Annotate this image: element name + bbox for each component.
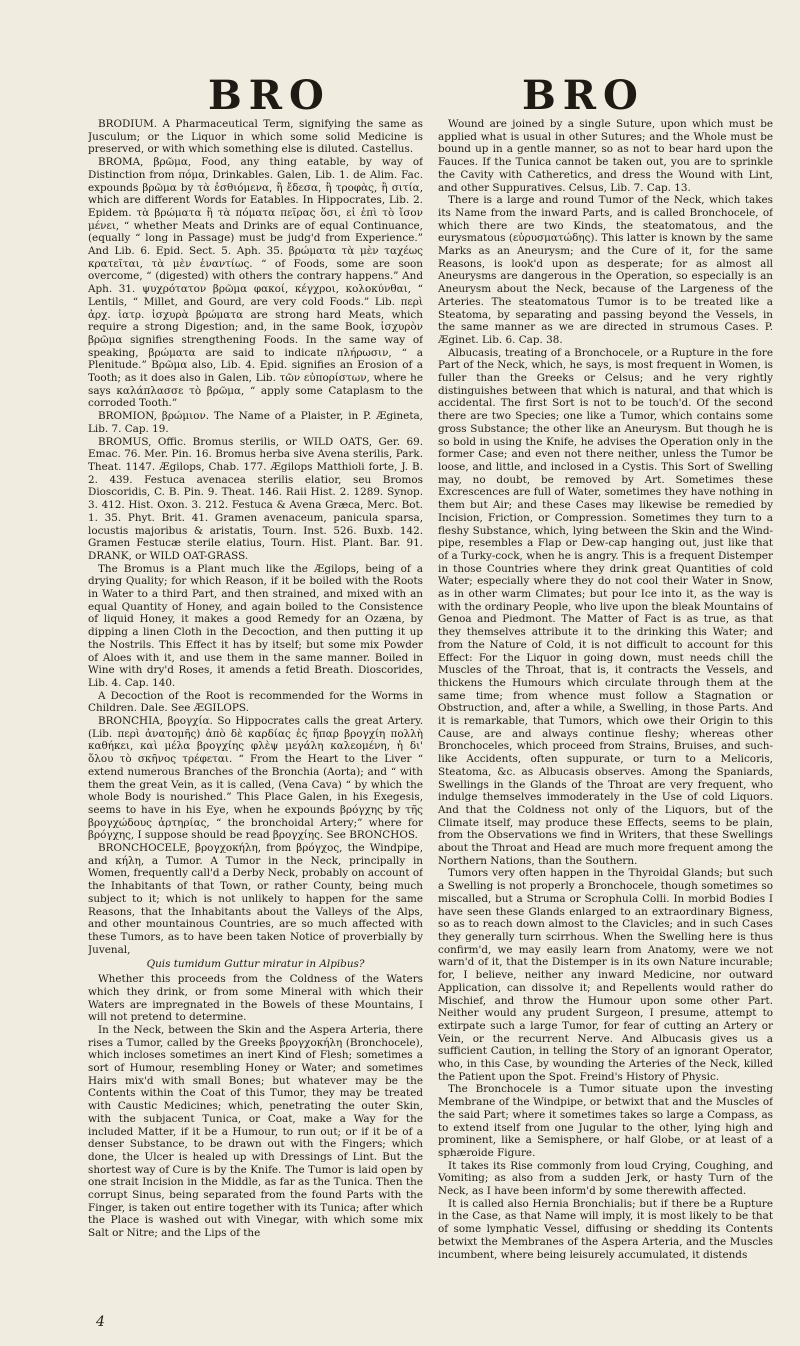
running-header bbox=[0, 72, 800, 122]
right-column bbox=[438, 118, 773, 1323]
paragraph-bronchocele: BRONCHOCELE, βρογχοκήλη, from βρόγχος, the Windpipe, and κήλη, a Tumor. A Tumor in the Neck, principally in Women, frequently call'd a Derby Neck, probably on account of the Inhabitants of that Town, or rather County, being much subject to it; which is not unlikely to happen for the same Reasons, that the Inhabitants about the Valleys of the Alps, and other mountainous Countries, are so much affected with these Tumors, as to have been taken Notice of proverbially by Juvenal, bbox=[88, 842, 423, 956]
paragraph-thyroidal: Tumors very often happen in the Thyroidal Glands; but such a Swelling is not properly a Bronchocele, though sometimes so miscalled, but a Struma or Scrophula Colli. In morbid Bodies I have seen these Glands enlarged to an extraordinary Bigness, so as to reach down almost to the Clavicles; and in such Cases they generally turn scirrhous. When the Swelling here is thus confirm'd, we may easily learn from Anatomy, were we not warn'd of it, that the Distemper is in its own Nature incurable; for, I believe, neither any inward Medicine, nor outward Application, can dissolve it; and Repellents would rather do Mischief, and throw the Humour upon some other Part. Neither would any prudent Surgeon, I presume, attempt to extirpate such a large Tumor, for fear of cutting an Artery or Vein, or the recurrent Nerve. And Albucasis gives us a sufficient Caution, in telling the Story of an ignorant Operator, who, in this Case, by wounding the Arteries of the Neck, killed the Patient upon the Spot. Freind's History of Physic. bbox=[438, 867, 773, 1083]
paragraph-waters: Whether this proceeds from the Coldness of the Waters which they drink, or from some Mineral with which their Waters are impregnated in the Bowels of these Mountains, I will not pretend to determine. bbox=[88, 973, 423, 1024]
paragraph-brodium: BRODIUM. A Pharmaceutical Term, signifying the same as Jusculum; or the Liquor in which some solid Medicine is preserved, or with which something else is diluted. Castellus. bbox=[88, 118, 423, 156]
verse-juvenal: Quis tumidum Guttur miratur in Alpibus? bbox=[146, 958, 365, 971]
paragraph-wound: Wound are joined by a single Suture, upon which must be applied what is usual in other Sutures; and the Whole must be bound up in a gentle manner, so as not to bear hard upon the Fauces. If the Tunica cannot be taken out, you are to sprinkle the Cavity with Catheretics, and dress the Wound with Lint, and other Suppuratives. Celsus, Lib. 7. Cap. 13. bbox=[438, 118, 773, 194]
paragraph-hernia: It is called also Hernia Bronchialis; but if there be a Rupture in the Case, as that Name will imply, it is most likely to be that of some lymphatic Vessel, diffusing or shedding its Contents betwixt the Membranes of the Aspera Arteria, and the Muscles incumbent, where being leisurely accumulated, it distends bbox=[438, 1197, 773, 1261]
paragraph-decoction: A Decoction of the Root is recommended for the Worms in Children. Dale. See ÆGILOPS. bbox=[88, 689, 423, 715]
paragraph-bromus-use: The Bromus is a Plant much like the Ægilops, being of a drying Quality; for which Reason, if it be boiled with the Roots in Water to a third Part, and then strained, and mixed with an equal Quantity of Honey, and again boiled to the Consistence of liquid Honey, it makes a good Remedy for an Ozæna, by dipping a linen Cloth in the Decoction, and then putting it up the Nostrils. This Effect it has by itself; but some mix Powder of Aloes with it, and use them in the same manner. Boiled in Wine with dry'd Roses, it amends a fetid Breath. Dioscorides, Lib. 4. Cap. 140. bbox=[88, 562, 423, 689]
header-left: BRO bbox=[208, 72, 331, 119]
paragraph-bronchia: BRONCHIA, βρογχία. So Hippocrates calls the great Artery. (Lib. περὶ ἀνατομῆς) ἀπὸ δὲ καρδίας ἐς ἥπαρ βρογχίη πολλὴ καθήκει, καὶ μέλα βρογχίης φλὲψ μεγάλη καλεομένη, ἡ δι' ὅλου τὸ σκῆνος τρέφεται. “ From the Heart to the Liver “ extend numerous Branches of the Bronchia (Aorta); and “ with them the great Vein, as it is called, (Vena Cava) “ by which the whole Body is nourished.” This Place Galen, in his Exegesis, seems to have in his Eye, when he expounds βρόγχης by τῆς βρογχώδους ἀρτηρίας, “ the bronchoidal Artery;” where for βρόγχης, I suppose should be read βρογχίης. See BRONCHOS. bbox=[88, 715, 423, 842]
header-right: BRO bbox=[522, 72, 645, 119]
paragraph-broma: BROMA, βρῶμα, Food, any thing eatable, by way of Distinction from πόμα, Drinkables. Galen, Lib. 1. de Alim. Fac. expounds βρῶμα by τὰ ἐσθιόμενα, ἢ ἔδεσα, ἢ τροφὰς, ἢ σιτία, which are different Words for Eatables. In Hippocrates, Lib. 2. Epidem. τὰ βρώματα ἢ τὰ πόματα πεῖρας ὅσι, εἰ ἐπὶ τὸ ἴσον μένει, “ whether Meats and Drinks are of equal Continuance, (equally “ long in Passage) must be judg'd from Experience.” And Lib. 6. Epid. Sect. 5. Aph. 35. βρώματα τὰ μὲν ταχέως κρατεῖται, τὰ μὲν ἐναντίως. “ of Foods, some are soon overcome, “ (digested) with others the contrary happens.” And Aph. 31. ψυχρότατον βρῶμα φακοί, κέγχροι, κολοκύνθαι, “ Lentils, “ Millet, and Gourd, are very cold Foods.” Lib. περὶ ἀρχ. ἰατρ. ἰσχυρὰ βρώματα are strong hard Meats, which require a strong Digestion; and, in the same Book, ἰσχυρὸν βρῶμα signifies strengthening Foods. In the same way of speaking, βρώματα are said to indicate πλήρωσιν, “ a Plenitude.” Βρῶμα also, Lib. 4. Epid. signifies an Erosion of a Tooth; as it does also in Galen, Lib. τῶν εὐπορίστων, where he says καλάπλασσε τὸ βρῶμα, “ apply some Cataplasm to the corroded Tooth.” bbox=[88, 156, 423, 410]
paragraph-rise: It takes its Rise commonly from loud Crying, Coughing, and Vomiting; as also from a sudden Jerk, or hasty Turn of the Neck, as I have been inform'd by some therewith affected. bbox=[438, 1159, 773, 1198]
paragraph-neck-tumor: In the Neck, between the Skin and the Aspera Arteria, there rises a Tumor, called by the Greeks βρογχοκήλη (Bronchocele), which incloses sometimes an inert Kind of Flesh; sometimes a sort of Humour, resembling Honey or Water; and sometimes Hairs mix'd with small Bones; but whatever may be the Contents within the Coat of this Tumor, they may be treated with Caustic Medicines; which, penetrating the outer Skin, with the subjacent Tunica, or Coat, make a Way for the included Matter, if it be a Humour, to run out; or if it be of a denser Substance, to be drawn out with the Fingers; which done, the Ulcer is healed up with Dressings of Lint. But the shortest way of Cure is by the Knife. The Tumor is laid open by one strait Incision in the Middle, as far as the Tunica. Then the corrupt Sinus, being separated from the found Parts with the Finger, is taken out entire together with its Tunica; after which the Place is washed out with Vinegar, with which some mix Salt or Nitre; and the Lips of the bbox=[88, 1023, 423, 1240]
paragraph-large-tumor: There is a large and round Tumor of the Neck, which takes its Name from the inward Parts, and is called Bronchocele, of which there are two Kinds, the steatomatous, and the eurysmatous (εὐρυσματώδης). This latter is known by the same Marks as an Aneurysm; and the Cure of it, for the same Reasons, is look'd upon as desperate; for as almost all Aneurysms are dangerous in the Operation, so especially is an Aneurysm about the Neck, because of the Largeness of the Arteries. The steatomatous Tumor is to be treated like a Steatoma, by separating and passing beyond the Vessels, in the same manner as we are directed in strumous Cases. P. Æginet. Lib. 6. Cap. 38. bbox=[438, 194, 773, 346]
paragraph-bromion: BROMION, βρώμιον. The Name of a Plaister, in P. Ægineta, Lib. 7. Cap. 19. bbox=[88, 410, 423, 435]
paragraph-albucasis: Albucasis, treating of a Bronchocele, or a Rupture in the fore Part of the Neck, which, he says, is most frequent in Women, is fuller than the Greeks or Celsus; and he very rightly distinguishes between that which is natural, and that which is accidental. The first Sort is not to be touch'd. Of the second there are two Species; one like a Tumor, which contains some gross Substance; the other like an Aneurysm. But though he is so bold in using the Knife, he advises the Operation only in the former Case; and even not there neither, unless the Tumor be loose, and little, and inclosed in a Cystis. This Sort of Swelling may, no doubt, be removed by Art. Sometimes these Excrescences are full of Water, sometimes they have nothing in them but Air; and these Cases may likewise be remedied by Incision, Friction, or Compression. Sometimes they turn to a fleshy Substance, which, lying between the Skin and the Wind-pipe, resembles a Flap or Dew-cap hanging out, just like that of a Turky-cock, when he is angry. This is a frequent Distemper in those Countries where they drink great Quantities of cold Water; especially where they do not cool their Water in Snow, as in other warm Climates; but pour Ice into it, as the way is with the ordinary People, who live upon the bleak Mountains of Genoa and Piedmont. The Matter of Fact is as true, as that they themselves attribute it to the drinking this Water; and from the Nature of Cold, it is not difficult to account for this Effect: For the Liquor in going down, must needs chill the Muscles of the Throat, that is, it contracts the Vessels, and thickens the Humours which circulate through them at the same time; from whence must follow a Stagnation or Obstruction, and, after a while, a Swelling, in those Parts. And it is remarkable, that Tumors, which owe their Origin to this Cause, are and always continue fleshy; whereas other Bronchoceles, which proceed from Strains, Bruises, and such-like Accidents, often suppurate, or turn to a Melicoris, Steatoma, &c. as Albucasis observes. Among the Spaniards, Swellings in the Glands of the Throat are very frequent, who indulge themselves immoderately in the Use of cold Liquors. And that the Coldness not only of the Liquors, but of the Climate itself, may produce these Effects, seems to be plain, from the Observations we find in Writers, that these Swellings about the Throat and Head are much more frequent among the Northern Nations, than the Southern. bbox=[438, 346, 773, 867]
left-column bbox=[88, 118, 423, 1323]
paragraph-situate: The Bronchocele is a Tumor situate upon the investing Membrane of the Windpipe, or betwixt that and the Muscles of the said Part; where it sometimes takes so large a Compass, as to extend itself from one Jugular to the other, lying high and prominent, like a Semisphere, or half Globe, or at least of a sphæroide Figure. bbox=[438, 1083, 773, 1159]
paragraph-bromus: BROMUS, Offic. Bromus sterilis, or WILD OATS, Ger. 69. Emac. 76. Mer. Pin. 16. Bromus herba sive Avena sterilis, Park. Theat. 1147. Ægilops, Chab. 177. Ægilops Matthioli forte, J. B. 2. 439. Festuca avenacea sterilis elatior, seu Bromos Dioscoridis, C. B. Pin. 9. Theat. 146. Raii Hist. 2. 1289. Synop. 3. 412. Hist. Oxon. 3. 212. Festuca & Avena Græca, Merc. Bot. 1. 35. Phyt. Brit. 41. Gramen avenaceum, panicula sparsa, locustis majoribus & aristatis, Tourn. Inst. 526. Buxb. 142. Gramen Festucæ sterile elatius, Tourn. Hist. Plant. Bar. 91. DRANK, or WILD OAT-GRASS. bbox=[88, 435, 423, 562]
folio-mark: 4 bbox=[96, 1314, 105, 1330]
